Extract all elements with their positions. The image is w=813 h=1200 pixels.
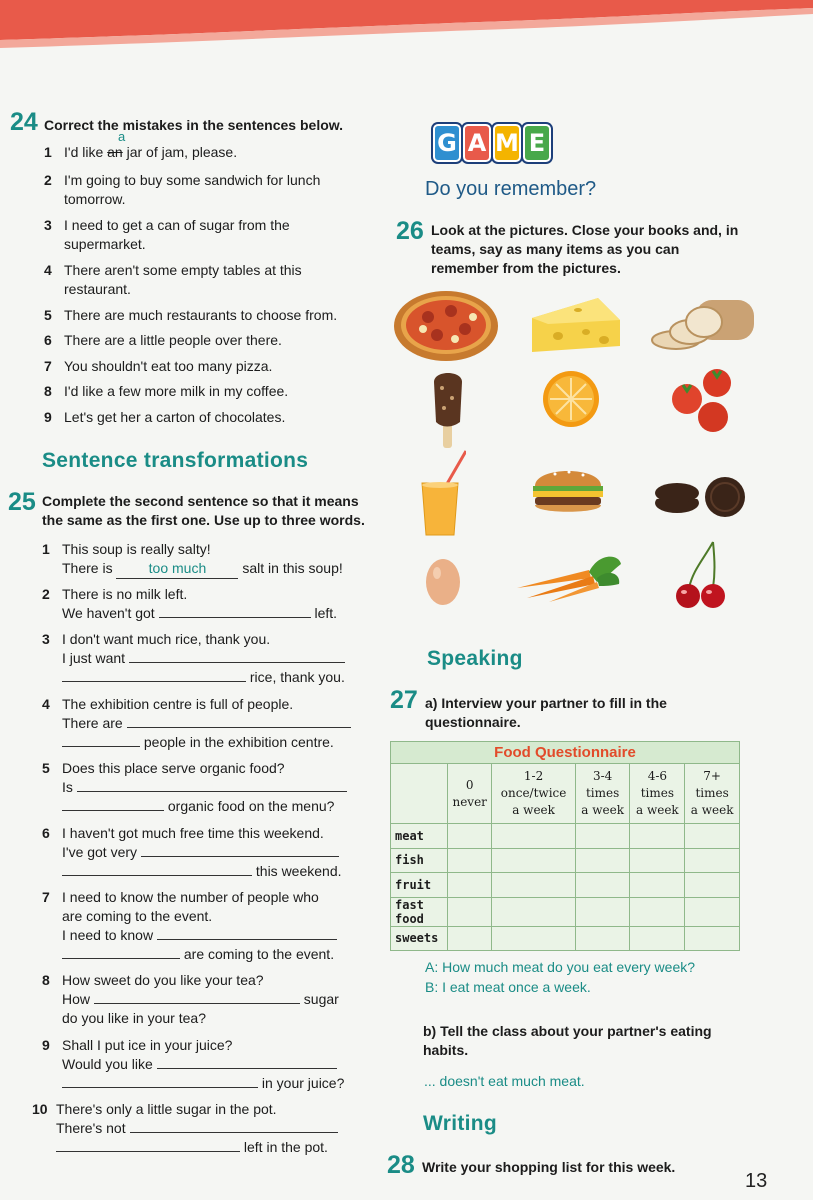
item-text: I'm going to buy some sandwich for lunch	[64, 172, 321, 188]
answer-blank-cont[interactable]	[62, 862, 252, 876]
cheese-picture	[528, 294, 622, 356]
ex24-item-4	[44, 261, 302, 299]
questionnaire-title: Food Questionnaire	[391, 742, 740, 764]
table-row	[391, 926, 740, 951]
ex25-item-2	[42, 585, 362, 623]
item-prompt: I just want	[62, 650, 126, 666]
exercise-26-instruction: Look at the pictures. Close your books and, in teams, say as many items as you can remember from the pictures.	[431, 222, 739, 276]
table-cell[interactable]	[630, 848, 685, 873]
item-text: I need to get a can of sugar from the	[64, 217, 290, 233]
cookies-picture	[653, 475, 747, 519]
item-prompt: We haven't got	[62, 605, 155, 621]
ex24-item-5	[44, 306, 337, 325]
answer-blank-cont[interactable]	[62, 1074, 258, 1088]
answer-blank[interactable]	[157, 1055, 337, 1069]
table-cell[interactable]	[448, 897, 492, 926]
item-number: 7	[44, 358, 52, 374]
item-prompt: Is	[62, 779, 73, 795]
item-text-cont: restaurant.	[64, 281, 131, 297]
answer-blank[interactable]	[141, 843, 339, 857]
table-cell[interactable]	[575, 873, 630, 898]
header-never: 0 never	[448, 764, 492, 824]
tomatoes-picture	[667, 365, 737, 435]
exercise-25-number: 25	[8, 488, 36, 516]
bread-picture	[650, 296, 758, 354]
example-answer: ... doesn't eat much meat.	[424, 1073, 585, 1089]
table-row	[391, 848, 740, 873]
ex24-item-7	[44, 357, 272, 376]
item-text: There are a little people over there.	[64, 332, 282, 348]
answer-blank[interactable]	[94, 990, 300, 1004]
table-row	[391, 824, 740, 849]
ex25-item-5	[42, 759, 362, 816]
ex24-item-3	[44, 216, 290, 254]
row-label-meat: meat	[391, 824, 448, 849]
item-sentence: There's only a little sugar in the pot.	[56, 1101, 277, 1117]
game-logo	[433, 124, 551, 162]
exercise-24-number: 24	[10, 108, 38, 136]
ex25-item-7	[42, 888, 362, 964]
item-sentence: Shall I put ice in your juice?	[62, 1037, 233, 1053]
table-cell[interactable]	[685, 897, 740, 926]
ex24-item-2	[44, 171, 320, 209]
item-number: 4	[42, 696, 50, 712]
item-text-before: I'd like	[64, 144, 108, 160]
pizza-picture	[393, 289, 499, 363]
header-3-4: 3-4 times a week	[575, 764, 630, 824]
writing-heading: Writing	[423, 1112, 498, 1135]
table-cell[interactable]	[630, 824, 685, 849]
item-prompt-end: salt in this soup!	[242, 560, 343, 576]
exercise-27a-instruction: a) Interview your partner to fill in the questionnaire.	[425, 695, 667, 730]
item-number: 3	[44, 217, 52, 233]
burger-picture	[529, 462, 607, 518]
table-cell[interactable]	[448, 873, 492, 898]
exercise-26-number: 26	[396, 217, 424, 245]
cherries-picture	[673, 540, 729, 610]
page-number: 13	[745, 1170, 768, 1192]
answer-blank[interactable]	[77, 778, 347, 792]
header-4-6: 4-6 times a week	[630, 764, 685, 824]
exercise-28-number: 28	[387, 1151, 415, 1179]
answer-blank-cont[interactable]	[62, 945, 180, 959]
exercise-28-instruction: Write your shopping list for this week.	[422, 1159, 676, 1175]
row-label-sweets: sweets	[391, 926, 448, 951]
item-prompt: I need to know	[62, 927, 154, 943]
table-cell[interactable]	[685, 848, 740, 873]
table-cell[interactable]	[448, 848, 492, 873]
food-questionnaire-table	[390, 741, 740, 951]
table-cell[interactable]	[492, 873, 575, 898]
item-number: 4	[44, 262, 52, 278]
exercise-27-number: 27	[390, 686, 418, 714]
item-number: 6	[44, 332, 52, 348]
item-prompt-mid: sugar	[303, 991, 339, 1007]
dialogue-a: A: How much meat do you eat every week?	[425, 959, 696, 975]
answer-blank-cont[interactable]	[62, 668, 246, 682]
item-number: 8	[44, 383, 52, 399]
table-cell[interactable]	[575, 824, 630, 849]
item-sentence: I haven't got much free time this weekend.	[62, 825, 324, 841]
header-7-plus: 7+ times a week	[685, 764, 740, 824]
item-prompt-end: left in the pot.	[243, 1139, 328, 1155]
table-cell[interactable]	[575, 926, 630, 951]
item-number: 5	[44, 307, 52, 323]
table-cell[interactable]	[448, 824, 492, 849]
game-subtitle: Do you remember?	[425, 178, 597, 200]
table-cell[interactable]	[630, 926, 685, 951]
speaking-heading: Speaking	[427, 647, 523, 670]
header-empty-cell	[391, 764, 448, 824]
item-number: 7	[42, 889, 50, 905]
sentence-transformations-heading: Sentence transformations	[42, 449, 309, 472]
item-sentence: This soup is really salty!	[62, 541, 211, 557]
item-sentence: How sweet do you like your tea?	[62, 972, 264, 988]
row-label-fish: fish	[391, 848, 448, 873]
item-text-after: jar of jam, please.	[122, 144, 238, 160]
row-label-fruit: fruit	[391, 873, 448, 898]
ex25-item-9	[42, 1036, 362, 1093]
item-number: 8	[42, 972, 50, 988]
answer-blank[interactable]	[130, 1119, 338, 1133]
answer-too-much: too much	[116, 559, 238, 579]
table-cell[interactable]	[492, 848, 575, 873]
ex24-item-1	[44, 143, 237, 162]
ex24-item-9	[44, 408, 285, 427]
item-prompt-end: this weekend.	[255, 863, 342, 879]
item-prompt-end: rice, thank you.	[249, 669, 345, 685]
item-prompt: There is	[62, 560, 113, 576]
item-number: 1	[42, 541, 50, 557]
answer-blank[interactable]	[159, 604, 311, 618]
item-text-cont: tomorrow.	[64, 191, 126, 207]
top-decorative-band	[0, 0, 813, 52]
item-text: You shouldn't eat too many pizza.	[64, 358, 273, 374]
table-cell[interactable]	[685, 873, 740, 898]
answer-blank-cont[interactable]	[56, 1138, 240, 1152]
item-text: Let's get her a carton of chocolates.	[64, 409, 286, 425]
item-number: 3	[42, 631, 50, 647]
answer-blank[interactable]	[129, 649, 345, 663]
item-sentence: The exhibition centre is full of people.	[62, 696, 294, 712]
item-prompt: Would you like	[62, 1056, 153, 1072]
item-text: I'd like a few more milk in my coffee.	[64, 383, 289, 399]
item-prompt-end: do you like in your tea?	[62, 1010, 206, 1026]
game-letter-m: M	[493, 124, 521, 162]
item-sentence: I don't want much rice, thank you.	[62, 631, 271, 647]
item-number: 9	[42, 1037, 50, 1053]
faded-background-heading	[560, 40, 575, 94]
item-prompt-end: left.	[314, 605, 338, 621]
item-number: 5	[42, 760, 50, 776]
ex25-item-1	[42, 540, 362, 579]
item-text-cont: supermarket.	[64, 236, 146, 252]
item-text: There aren't some empty tables at this	[64, 262, 302, 278]
game-letter-e: E	[523, 124, 551, 162]
table-cell[interactable]	[492, 824, 575, 849]
answer-blank[interactable]	[157, 926, 337, 940]
ex25-item-10	[32, 1100, 362, 1157]
row-label-fast-food: fast food	[391, 897, 448, 926]
item-prompt: There's not	[56, 1120, 126, 1136]
header-1-2: 1-2 once/twice a week	[492, 764, 575, 824]
answer-blank-cont[interactable]	[62, 797, 164, 811]
item-number: 9	[44, 409, 52, 425]
item-number: 10	[32, 1101, 48, 1117]
item-sentence: There is no milk left.	[62, 586, 188, 602]
item-prompt: I've got very	[62, 844, 138, 860]
ex25-item-3	[42, 630, 362, 687]
orange-juice-picture	[418, 449, 466, 539]
item-sentence: Does this place serve organic food?	[62, 760, 285, 776]
ex25-item-4	[42, 695, 362, 752]
item-sentence-cont: are coming to the event.	[62, 908, 213, 924]
item-prompt-end: are coming to the event.	[183, 946, 335, 962]
item-number: 2	[42, 586, 50, 602]
answer-blank-cont[interactable]	[62, 733, 140, 747]
ex24-item-6	[44, 331, 282, 350]
item-number: 1	[44, 144, 52, 160]
item-prompt: How	[62, 991, 91, 1007]
table-cell[interactable]	[630, 873, 685, 898]
item-prompt: There are	[62, 715, 123, 731]
item-prompt-end: people in the exhibition centre.	[143, 734, 334, 750]
ex24-item-8	[44, 382, 288, 401]
table-row	[391, 897, 740, 926]
dialogue-b: B: I eat meat once a week.	[425, 979, 591, 995]
table-cell[interactable]	[492, 897, 575, 926]
item-sentence: I need to know the number of people who	[62, 889, 319, 905]
ex25-item-8	[42, 971, 362, 1028]
table-cell[interactable]	[630, 897, 685, 926]
item-prompt-end: in your juice?	[261, 1075, 345, 1091]
ice-cream-picture	[428, 368, 468, 450]
ex25-item-6	[42, 824, 362, 881]
struck-word: an	[107, 144, 123, 160]
table-cell[interactable]	[492, 926, 575, 951]
table-row	[391, 873, 740, 898]
exercise-27b-instruction: b) Tell the class about your partner's eating habits.	[423, 1023, 712, 1058]
item-number: 6	[42, 825, 50, 841]
item-text: There are much restaurants to choose from.	[64, 307, 338, 323]
item-number: 2	[44, 172, 52, 188]
orange-picture	[541, 370, 601, 428]
table-cell[interactable]	[575, 897, 630, 926]
answer-blank[interactable]	[127, 714, 351, 728]
correction-mark: a	[118, 129, 126, 144]
table-cell[interactable]	[685, 926, 740, 951]
game-letter-a: A	[463, 124, 491, 162]
table-cell[interactable]	[685, 824, 740, 849]
egg-picture	[424, 555, 462, 607]
game-letter-g: G	[433, 124, 461, 162]
table-cell[interactable]	[448, 926, 492, 951]
carrots-picture	[513, 548, 623, 604]
exercise-24-instruction: Correct the mistakes in the sentences below.	[44, 117, 344, 133]
exercise-25-instruction: Complete the second sentence so that it means the same as the first one. Use up to three words.	[42, 493, 365, 528]
table-cell[interactable]	[575, 848, 630, 873]
item-prompt-end: organic food on the menu?	[167, 798, 335, 814]
